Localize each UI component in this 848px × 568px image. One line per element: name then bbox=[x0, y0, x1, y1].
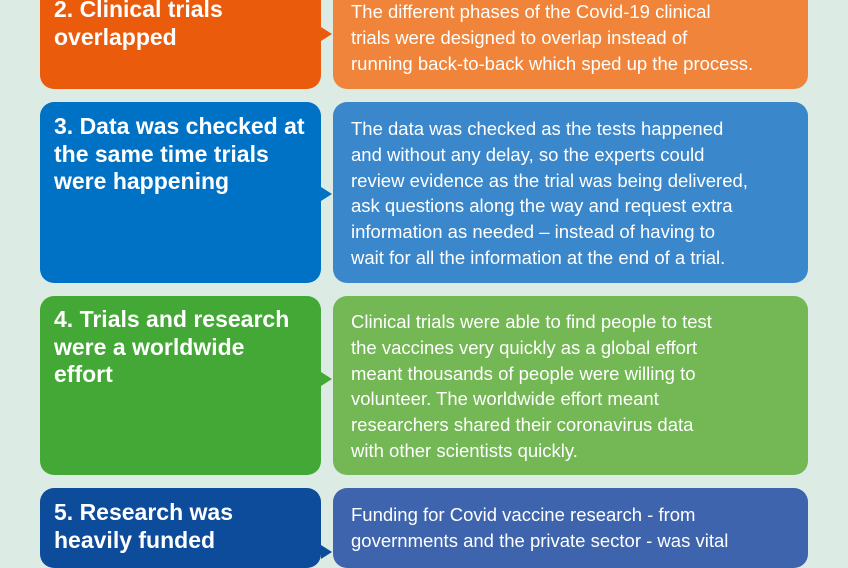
card-description-line: running back-to-back which sped up the process. bbox=[351, 52, 754, 74]
card-description-line: Clinical trials were able to find people to test bbox=[351, 311, 712, 332]
card-description-box bbox=[333, 488, 808, 568]
card-clinical-trials-overlapped bbox=[40, 0, 808, 89]
card-description-box bbox=[333, 102, 808, 283]
card-description-line: researchers shared their coronavirus data bbox=[351, 414, 694, 436]
card-worldwide-effort bbox=[40, 296, 808, 475]
card-title-line: 2. Clinical trials bbox=[54, 0, 223, 22]
card-description-line: trials were designed to overlap instead of bbox=[351, 26, 688, 48]
card-description-line: wait for all the information at the end of a trial. bbox=[351, 246, 726, 268]
speech-arrow bbox=[321, 187, 332, 201]
card-data-checked bbox=[40, 102, 808, 283]
card-description-line: review evidence as the trial was being delivered, bbox=[351, 169, 748, 191]
card-title-line: were happening bbox=[54, 168, 230, 194]
card-description-line: meant thousands of people were willing to bbox=[351, 362, 696, 384]
card-title-line: 4. Trials and research bbox=[54, 306, 290, 332]
card-title-line: heavily funded bbox=[54, 526, 216, 553]
card-description-line: volunteer. The worldwide effort meant bbox=[351, 388, 659, 410]
card-description-line: and without any delay, so the experts could bbox=[351, 143, 705, 165]
card-title-line: 3. Data was checked at bbox=[54, 113, 305, 139]
card-description-box bbox=[333, 0, 808, 89]
card-description-line: The different phases of the Covid-19 clinical bbox=[351, 1, 711, 22]
card-title-box bbox=[40, 296, 321, 475]
card-description-line: governments and the private sector - was vital bbox=[351, 529, 729, 551]
card-title-line: the same time trials bbox=[54, 140, 269, 167]
speech-arrow bbox=[321, 27, 332, 41]
card-description-line: with other scientists quickly. bbox=[351, 439, 578, 461]
card-description-line: information as needed – instead of having to bbox=[351, 221, 716, 243]
speech-arrow bbox=[321, 545, 332, 559]
card-description-line: the vaccines very quickly as a global effort bbox=[351, 336, 698, 358]
card-title-box bbox=[40, 102, 321, 283]
card-description-box bbox=[333, 296, 808, 475]
card-heavily-funded bbox=[40, 488, 808, 552]
card-title-box bbox=[40, 488, 321, 568]
card-title-line: overlapped bbox=[54, 23, 177, 50]
card-title-line: were a worldwide bbox=[54, 333, 245, 360]
card-description-line: Funding for Covid vaccine research - from bbox=[351, 504, 696, 525]
speech-arrow bbox=[321, 372, 332, 386]
card-title-box bbox=[40, 0, 321, 89]
card-title-line: 5. Research was bbox=[54, 499, 234, 525]
card-title-line: effort bbox=[54, 361, 113, 387]
card-description-line: The data was checked as the tests happened bbox=[351, 118, 724, 139]
card-description-line: ask questions along the way and request extra bbox=[351, 195, 733, 217]
